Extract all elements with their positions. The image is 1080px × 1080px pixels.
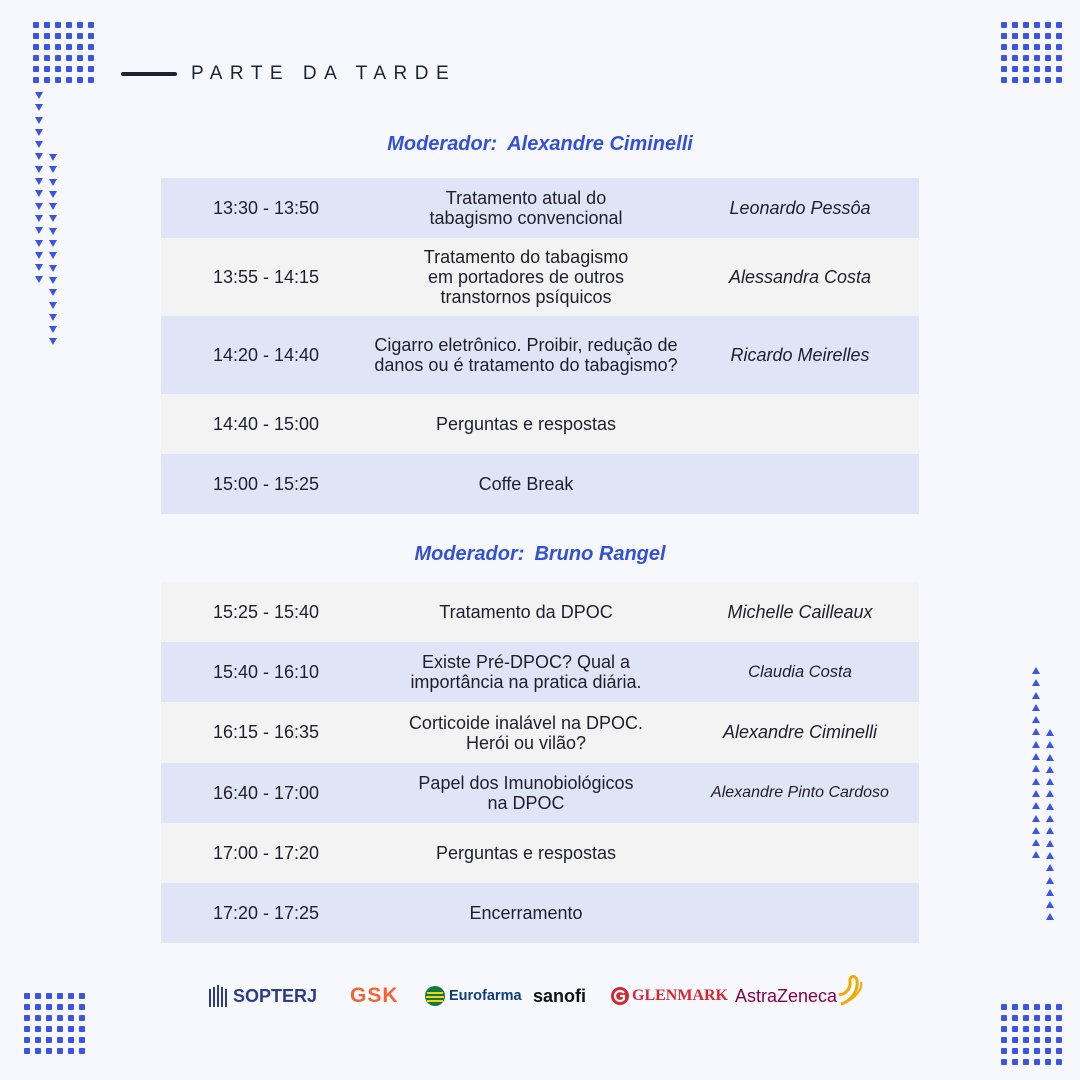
triangle-icon (1032, 778, 1040, 785)
triangle-column-right-a (1032, 667, 1040, 858)
dot (1045, 55, 1051, 61)
dot (88, 55, 94, 61)
dot (57, 1048, 63, 1054)
triangle-icon (1046, 840, 1054, 847)
triangle-icon (49, 302, 57, 309)
glenmark-g-icon (610, 986, 630, 1006)
triangle-icon (1046, 815, 1054, 822)
row-topic: Encerramento (469, 903, 583, 923)
dot (68, 1048, 74, 1054)
dot (1001, 33, 1007, 39)
section-header (121, 63, 456, 85)
moderator-label: Moderador: (414, 543, 525, 565)
dot (57, 993, 63, 999)
dot (79, 993, 85, 999)
triangle-column-left-b (49, 154, 57, 345)
dot (55, 22, 61, 28)
dot (1023, 77, 1029, 83)
triangle-icon (1046, 901, 1054, 908)
dot (1034, 22, 1040, 28)
dot (33, 55, 39, 61)
moderator-label: Moderador: (387, 133, 498, 155)
triangle-icon (35, 129, 43, 136)
dot (88, 22, 94, 28)
dot (35, 1048, 41, 1054)
dot (77, 44, 83, 50)
triangle-icon (1046, 877, 1054, 884)
dot (1001, 1059, 1007, 1065)
triangle-icon (1046, 852, 1054, 859)
dot (1034, 44, 1040, 50)
triangle-icon (1032, 692, 1040, 699)
glenmark-text: GLENMARK (632, 987, 728, 1004)
row-time: 15:40 - 16:10 (212, 661, 320, 682)
row-speaker: Michelle Cailleaux (727, 601, 873, 622)
dot (33, 44, 39, 50)
row-time: 15:25 - 15:40 (212, 601, 320, 622)
astrazeneca-text: AstraZeneca (735, 985, 838, 1006)
astrazeneca-logo (735, 984, 865, 1008)
triangle-icon (1032, 667, 1040, 674)
table-row (161, 582, 919, 642)
triangle-icon (1046, 754, 1054, 761)
triangle-icon (35, 178, 43, 185)
triangle-icon (35, 166, 43, 173)
dot (1056, 1015, 1062, 1021)
dot (33, 33, 39, 39)
dot (24, 993, 30, 999)
row-topic: Perguntas e respostas (435, 414, 617, 434)
triangle-icon (1046, 913, 1054, 920)
row-speaker: Alexandre Pinto Cardoso (711, 784, 889, 801)
triangle-icon (35, 141, 43, 148)
row-topic: Existe Pré-DPOC? Qual a importância na pratica diária. (410, 652, 642, 692)
dot (46, 993, 52, 999)
triangle-icon (1046, 790, 1054, 797)
table-row (161, 763, 919, 823)
row-speaker: Ricardo Meirelles (730, 344, 870, 365)
dot (1001, 22, 1007, 28)
table-row (161, 316, 919, 394)
dot (1023, 1015, 1029, 1021)
triangle-icon (35, 92, 43, 99)
dot (57, 1004, 63, 1010)
dot (55, 33, 61, 39)
row-time: 17:00 - 17:20 (212, 842, 320, 863)
dot (88, 77, 94, 83)
triangle-icon (35, 264, 43, 271)
triangle-icon (49, 252, 57, 259)
dot (68, 1015, 74, 1021)
dot (55, 55, 61, 61)
triangle-icon (1032, 728, 1040, 735)
triangle-icon (35, 240, 43, 247)
row-speaker: Leonardo Pessôa (729, 197, 871, 218)
dot (1056, 22, 1062, 28)
triangle-icon (1032, 753, 1040, 760)
row-topic: Papel dos Imunobiológicos na DPOC (418, 773, 634, 813)
triangle-icon (1032, 802, 1040, 809)
gsk-text: GSK (350, 984, 399, 1007)
dot (79, 1037, 85, 1043)
dot (1023, 33, 1029, 39)
triangle-icon (1032, 741, 1040, 748)
schedule-table-2 (161, 582, 919, 943)
dot-grid-bottom-left (24, 993, 85, 1054)
triangle-icon (49, 228, 57, 235)
dot (88, 33, 94, 39)
table-row (161, 883, 919, 943)
dot (33, 22, 39, 28)
dot (1023, 66, 1029, 72)
moderator-name: Bruno Rangel (534, 543, 666, 565)
dot (55, 44, 61, 50)
row-topic: Perguntas e respostas (435, 843, 617, 863)
dot (66, 77, 72, 83)
triangle-icon (1046, 827, 1054, 834)
dot (1045, 1026, 1051, 1032)
dot (35, 1037, 41, 1043)
dot (1023, 22, 1029, 28)
triangle-icon (1032, 815, 1040, 822)
triangle-icon (35, 153, 43, 160)
dot (66, 22, 72, 28)
dot (77, 66, 83, 72)
dot-grid-bottom-right (1001, 1004, 1062, 1065)
triangle-icon (49, 166, 57, 173)
dot (1034, 1059, 1040, 1065)
dot (1023, 1048, 1029, 1054)
dot (66, 33, 72, 39)
triangle-icon (49, 179, 57, 186)
dot (1056, 1048, 1062, 1054)
sopterj-text: SOPTERJ (233, 985, 318, 1006)
triangle-icon (49, 265, 57, 272)
dot (1045, 1037, 1051, 1043)
dot (44, 33, 50, 39)
dot (1023, 1026, 1029, 1032)
dot (1056, 1004, 1062, 1010)
row-time: 16:40 - 17:00 (212, 782, 320, 803)
dot (1034, 55, 1040, 61)
sanofi-logo (533, 986, 586, 1007)
triangle-icon (35, 117, 43, 124)
dot (77, 77, 83, 83)
dot-grid-top-right (1001, 22, 1062, 83)
dot (35, 1015, 41, 1021)
moderator-name: Alexandre Ciminelli (507, 133, 693, 155)
sopterj-logo (208, 985, 317, 1007)
gsk-logo (350, 984, 399, 1008)
dot (88, 44, 94, 50)
dot (1001, 77, 1007, 83)
row-topic: Tratamento atual do tabagismo convencional (429, 188, 623, 228)
dot (46, 1026, 52, 1032)
row-time: 15:00 - 15:25 (212, 473, 320, 494)
dot (44, 22, 50, 28)
dot (1012, 1026, 1018, 1032)
table-row (161, 178, 919, 238)
dot (35, 993, 41, 999)
row-topic: Coffe Break (478, 474, 574, 494)
dot (1056, 55, 1062, 61)
triangle-icon (1032, 827, 1040, 834)
triangle-icon (49, 215, 57, 222)
triangle-icon (1032, 851, 1040, 858)
triangle-icon (35, 190, 43, 197)
triangle-icon (1046, 864, 1054, 871)
triangle-icon (49, 203, 57, 210)
schedule-table-1 (161, 178, 919, 514)
dot (1056, 1026, 1062, 1032)
dot (1012, 1015, 1018, 1021)
triangle-icon (49, 240, 57, 247)
row-time: 16:15 - 16:35 (212, 722, 320, 742)
triangle-icon (49, 326, 57, 333)
sponsor-logos (208, 968, 878, 1024)
table-row (161, 702, 919, 763)
dot (1045, 1048, 1051, 1054)
triangle-icon (35, 276, 43, 283)
dot (1023, 44, 1029, 50)
dot (1045, 22, 1051, 28)
dot (35, 1026, 41, 1032)
dot (79, 1004, 85, 1010)
dot (68, 993, 74, 999)
sanofi-text: sanofi (533, 985, 587, 1006)
dot (1001, 1026, 1007, 1032)
dot (1056, 1037, 1062, 1043)
dot (1012, 44, 1018, 50)
eurofarma-logo (424, 985, 522, 1007)
triangle-icon (49, 289, 57, 296)
dot (24, 1026, 30, 1032)
dot (1034, 1048, 1040, 1054)
sopterj-columns-icon (208, 985, 230, 1007)
dot (24, 1048, 30, 1054)
dot (46, 1004, 52, 1010)
row-topic: Tratamento da DPOC (439, 602, 613, 622)
triangle-icon (35, 215, 43, 222)
dot (77, 55, 83, 61)
triangle-icon (1032, 716, 1040, 723)
table-row (161, 642, 919, 702)
dot (1023, 1037, 1029, 1043)
dot (1034, 66, 1040, 72)
table-row (161, 394, 919, 454)
dot (1012, 66, 1018, 72)
dot (1012, 1048, 1018, 1054)
dot (44, 77, 50, 83)
row-time: 17:20 - 17:25 (212, 902, 320, 923)
dot (33, 66, 39, 72)
page-title: PARTE DA TARDE (191, 63, 457, 84)
dot (55, 66, 61, 72)
dot (68, 1037, 74, 1043)
dot (79, 1015, 85, 1021)
triangle-icon (35, 104, 43, 111)
dot (1012, 22, 1018, 28)
dot (46, 1015, 52, 1021)
dot (1001, 44, 1007, 50)
moderator-heading-2 (161, 543, 919, 566)
dot (1001, 55, 1007, 61)
table-row (161, 454, 919, 514)
triangle-icon (35, 252, 43, 259)
eurofarma-globe-icon (424, 985, 446, 1007)
dot (88, 66, 94, 72)
dot (44, 55, 50, 61)
triangle-icon (35, 227, 43, 234)
dot (1045, 66, 1051, 72)
dot (66, 66, 72, 72)
row-speaker: Claudia Costa (748, 662, 852, 681)
dot (1001, 66, 1007, 72)
dot (1034, 1037, 1040, 1043)
triangle-icon (1046, 729, 1054, 736)
dot (1045, 44, 1051, 50)
dot (24, 1015, 30, 1021)
dot (1045, 1004, 1051, 1010)
dot (46, 1037, 52, 1043)
dot (1001, 1004, 1007, 1010)
dot (77, 33, 83, 39)
dot (1056, 77, 1062, 83)
dot (1023, 1004, 1029, 1010)
dot (68, 1004, 74, 1010)
row-topic: Cigarro eletrônico. Proibir, redução de danos ou é tratamento do tabagismo? (374, 335, 678, 375)
dot (35, 1004, 41, 1010)
triangle-icon (49, 277, 57, 284)
dot (79, 1048, 85, 1054)
dot (33, 77, 39, 83)
triangle-icon (1046, 778, 1054, 785)
triangle-icon (49, 338, 57, 345)
triangle-icon (1032, 839, 1040, 846)
triangle-icon (1032, 704, 1040, 711)
table-row (161, 823, 919, 883)
dot (1045, 1015, 1051, 1021)
row-topic: Corticoide inalável na DPOC. Herói ou vilão? (408, 712, 644, 753)
dot (57, 1026, 63, 1032)
dot (44, 44, 50, 50)
dot (68, 1026, 74, 1032)
triangle-icon (1032, 679, 1040, 686)
dot (1034, 1015, 1040, 1021)
dot (1012, 77, 1018, 83)
dot (1012, 55, 1018, 61)
dot (55, 77, 61, 83)
dot (1001, 1015, 1007, 1021)
row-speaker: Alexandre Ciminelli (722, 722, 878, 742)
dot (57, 1037, 63, 1043)
triangle-column-left-a (35, 92, 43, 283)
dot (57, 1015, 63, 1021)
dot (1056, 66, 1062, 72)
triangle-icon (49, 154, 57, 161)
row-time: 13:30 - 13:50 (212, 197, 320, 218)
dot-grid-top-left (33, 22, 94, 83)
eurofarma-text: Eurofarma (449, 988, 522, 1004)
triangle-icon (1046, 889, 1054, 896)
triangle-icon (49, 191, 57, 198)
dot (46, 1048, 52, 1054)
triangle-icon (1046, 766, 1054, 773)
triangle-icon (1046, 741, 1054, 748)
dot (1023, 1059, 1029, 1065)
dot (1034, 33, 1040, 39)
table-row (161, 238, 919, 316)
glenmark-logo (610, 986, 728, 1006)
dot (1012, 1004, 1018, 1010)
row-speaker: Alessandra Costa (728, 266, 872, 287)
triangle-icon (1032, 790, 1040, 797)
dot (79, 1026, 85, 1032)
dot (1012, 1037, 1018, 1043)
dot (1034, 1026, 1040, 1032)
dot (1056, 33, 1062, 39)
triangle-icon (1032, 765, 1040, 772)
dot (1023, 55, 1029, 61)
dot (24, 1037, 30, 1043)
row-time: 14:20 - 14:40 (212, 344, 320, 365)
triangle-column-right-b (1046, 729, 1054, 920)
dot (66, 55, 72, 61)
triangle-icon (1046, 803, 1054, 810)
row-time: 14:40 - 15:00 (212, 413, 320, 434)
row-time: 13:55 - 14:15 (212, 266, 320, 287)
dot (1001, 1037, 1007, 1043)
dot (1001, 1048, 1007, 1054)
astrazeneca-swirl-icon (835, 972, 865, 1008)
dot (1012, 33, 1018, 39)
moderator-heading-1 (161, 133, 919, 156)
dot (1056, 1059, 1062, 1065)
triangle-icon (49, 314, 57, 321)
dot (44, 66, 50, 72)
dot (1012, 1059, 1018, 1065)
header-bar (121, 72, 177, 76)
dot (1045, 33, 1051, 39)
dot (1034, 1004, 1040, 1010)
dot (77, 22, 83, 28)
dot (1056, 44, 1062, 50)
triangle-icon (35, 203, 43, 210)
dot (1045, 77, 1051, 83)
dot (24, 1004, 30, 1010)
dot (1045, 1059, 1051, 1065)
dot (1034, 77, 1040, 83)
dot (66, 44, 72, 50)
row-topic: Tratamento do tabagismo em portadores de outros transtornos psíquicos (423, 247, 629, 307)
